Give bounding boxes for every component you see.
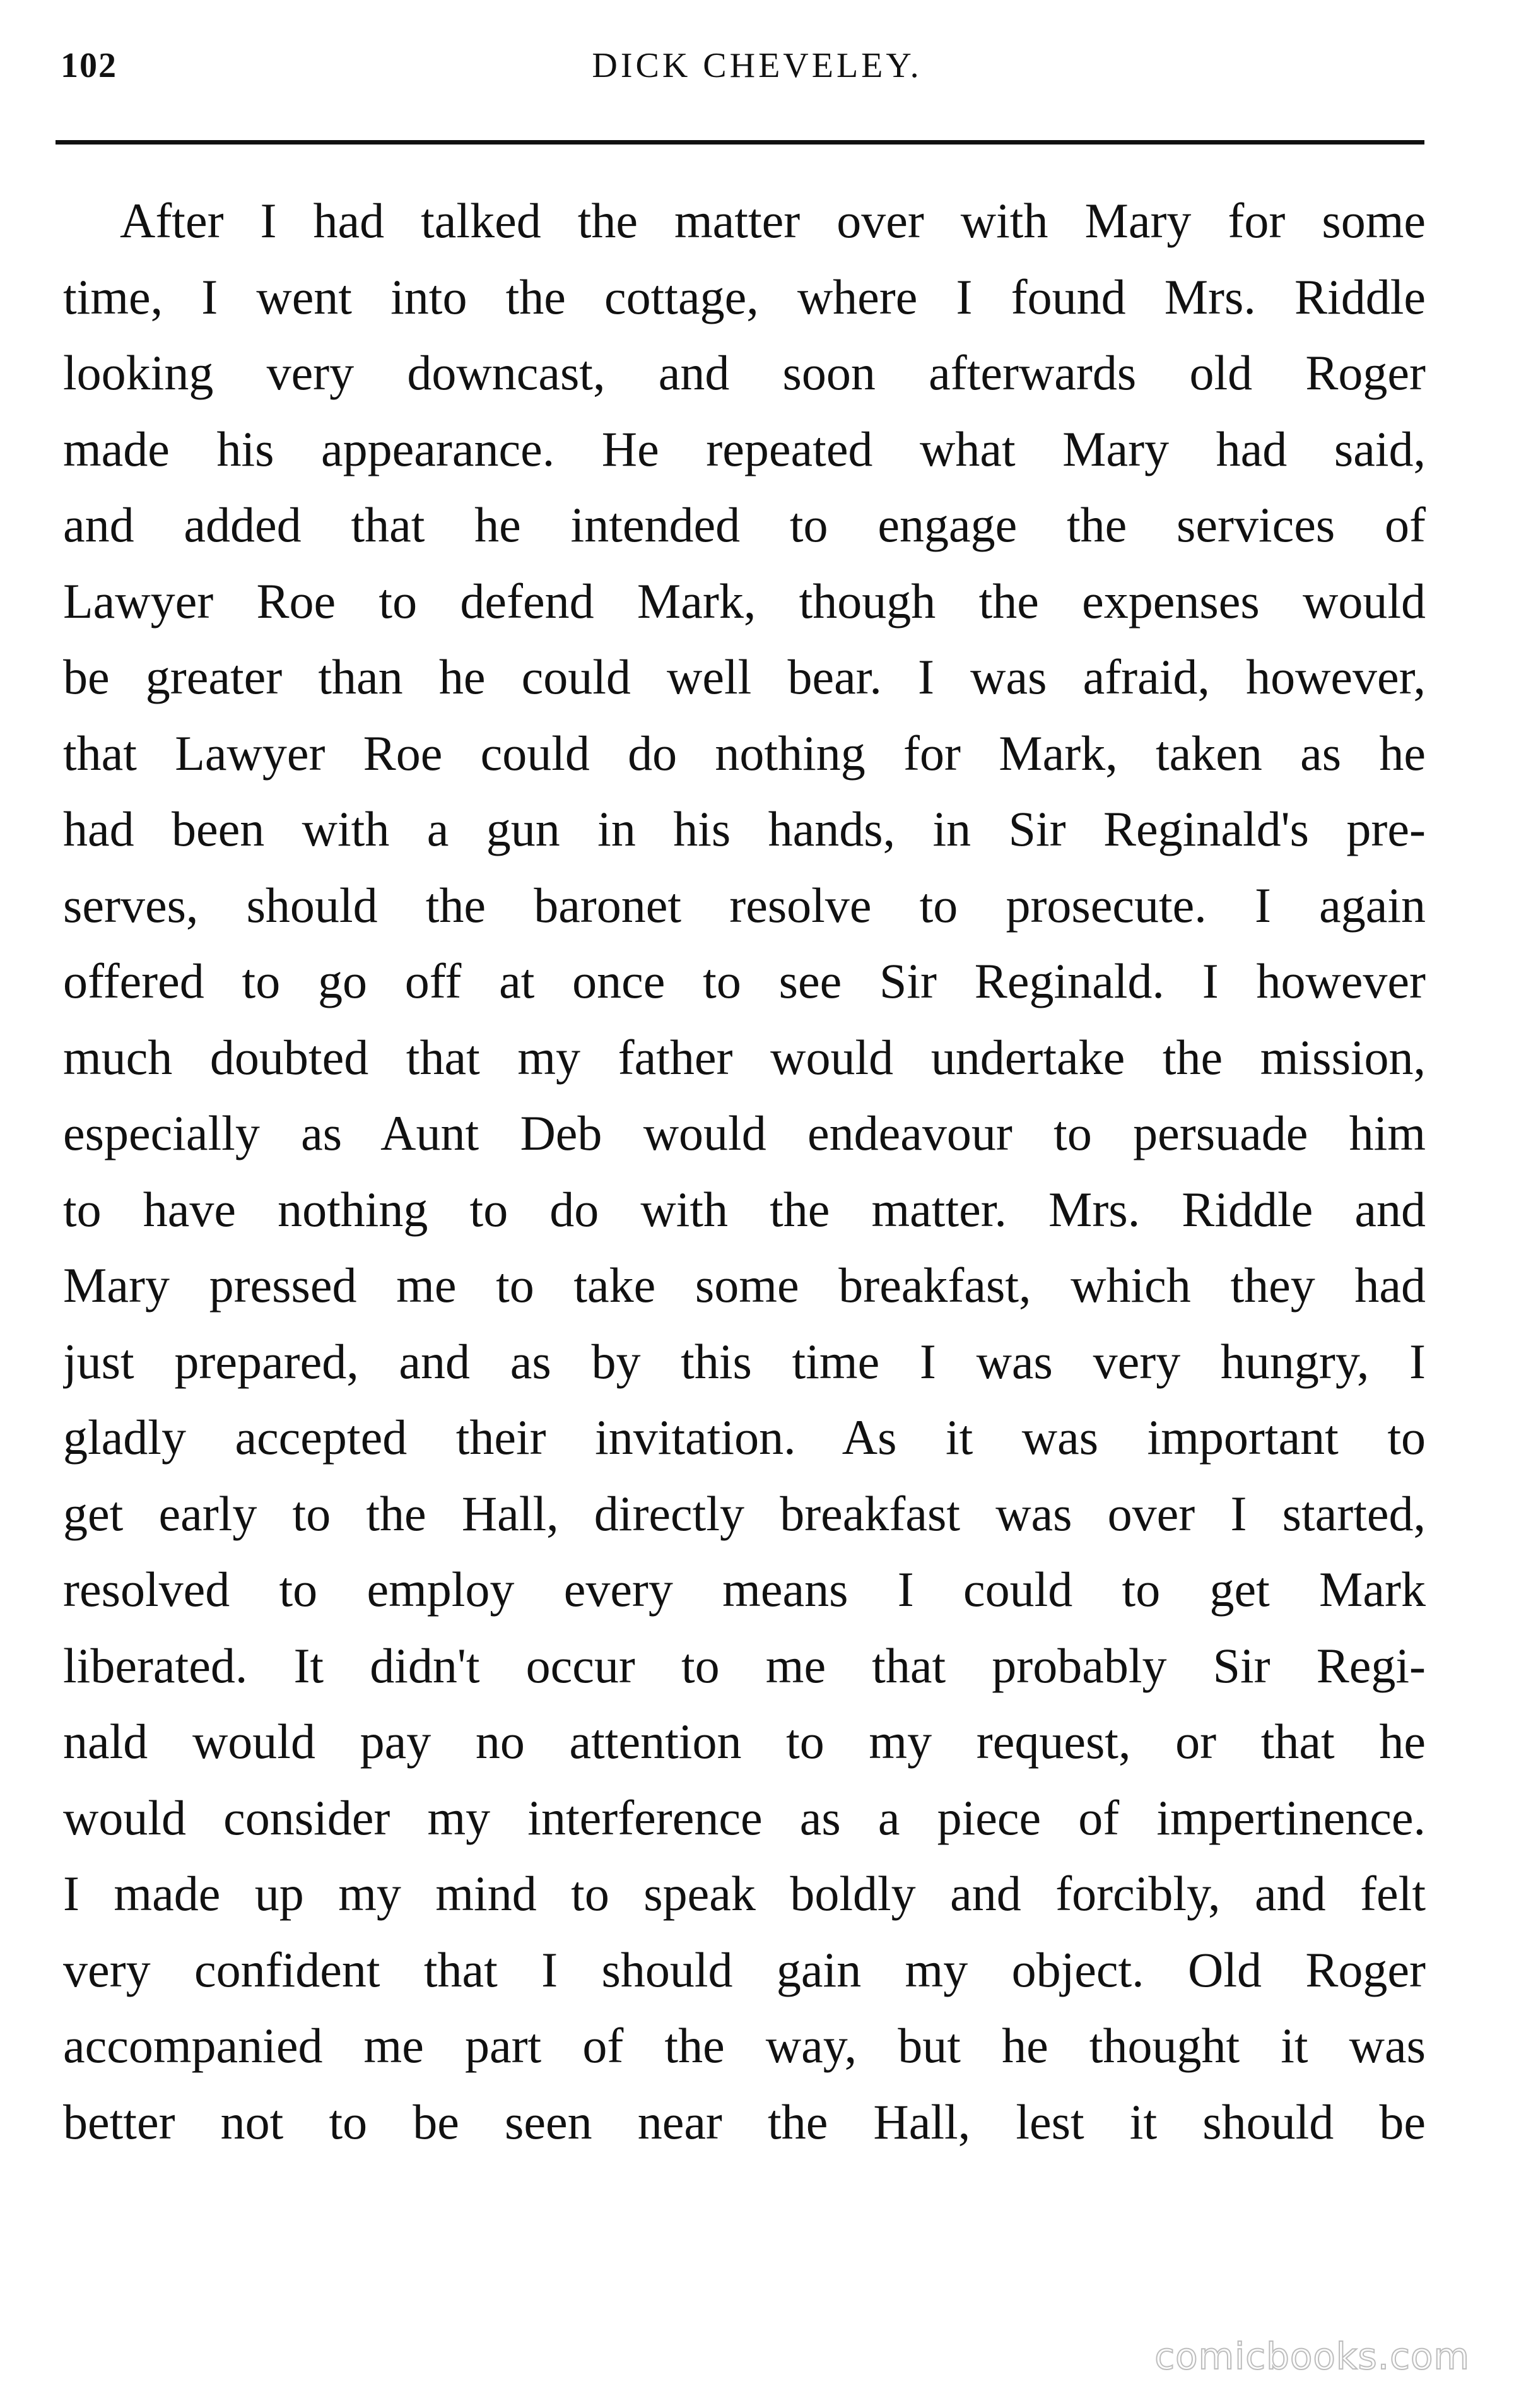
text-line: that Lawyer Roe could do nothing for Mark, taken as he [63, 725, 1426, 781]
text-line: After I had talked the matter over with Mary for some [120, 193, 1426, 248]
text-line: accompanied me part of the way, but he thought it was [63, 2018, 1426, 2073]
header-rule [56, 140, 1424, 145]
text-line: very confident that I should gain my object. Old Roger [63, 1942, 1426, 1997]
text-line: had been with a gun in his hands, in Sir Reginald's pre- [63, 801, 1426, 856]
text-line: especially as Aunt Deb would endeavour to persuade him [63, 1106, 1426, 1160]
page-number: 102 [61, 46, 117, 85]
text-line: get early to the Hall, directly breakfast was over I started, [63, 1485, 1426, 1541]
text-line: made his appearance. He repeated what Mary had said, [63, 421, 1426, 476]
text-line: offered to go off at once to see Sir Reginald. I however [63, 953, 1426, 1008]
text-line: gladly accepted their invitation. As it was important to [63, 1410, 1426, 1465]
text-line: nald would pay no attention to my request, or that he [63, 1714, 1426, 1769]
text-line: serves, should the baronet resolve to prosecute. I again [63, 877, 1426, 933]
text-line: just prepared, and as by this time I was very hungry, I [63, 1333, 1426, 1389]
text-line: Lawyer Roe to defend Mark, though the expenses would [63, 573, 1426, 629]
text-line: Mary pressed me to take some breakfast, which they had [63, 1258, 1426, 1313]
text-line: much doubted that my father would undertake the mission, [63, 1029, 1426, 1085]
text-line: would consider my interference as a piece of impertinence. [63, 1790, 1426, 1845]
text-line: to have nothing to do with the matter. Mrs. Riddle and [63, 1181, 1426, 1237]
text-line: resolved to employ every means I could to get Mark [63, 1562, 1426, 1617]
text-line: and added that he intended to engage the services of [63, 497, 1426, 552]
text-line: be greater than he could well bear. I was afraid, however, [63, 649, 1426, 704]
text-line: better not to be seen near the Hall, lest it should be [63, 2094, 1426, 2149]
body-text [63, 183, 1426, 2160]
watermark-logo: comicbooks.com [1154, 2335, 1470, 2378]
text-line: looking very downcast, and soon afterwards old Roger [63, 345, 1426, 400]
text-line: I made up my mind to speak boldly and forcibly, and felt [63, 1866, 1426, 1921]
text-line: time, I went into the cottage, where I found Mrs. Riddle [63, 269, 1426, 324]
text-line: liberated. It didn't occur to me that probably Sir Regi- [63, 1638, 1426, 1693]
running-title: DICK CHEVELEY. [592, 46, 922, 85]
page-header [0, 0, 1514, 145]
